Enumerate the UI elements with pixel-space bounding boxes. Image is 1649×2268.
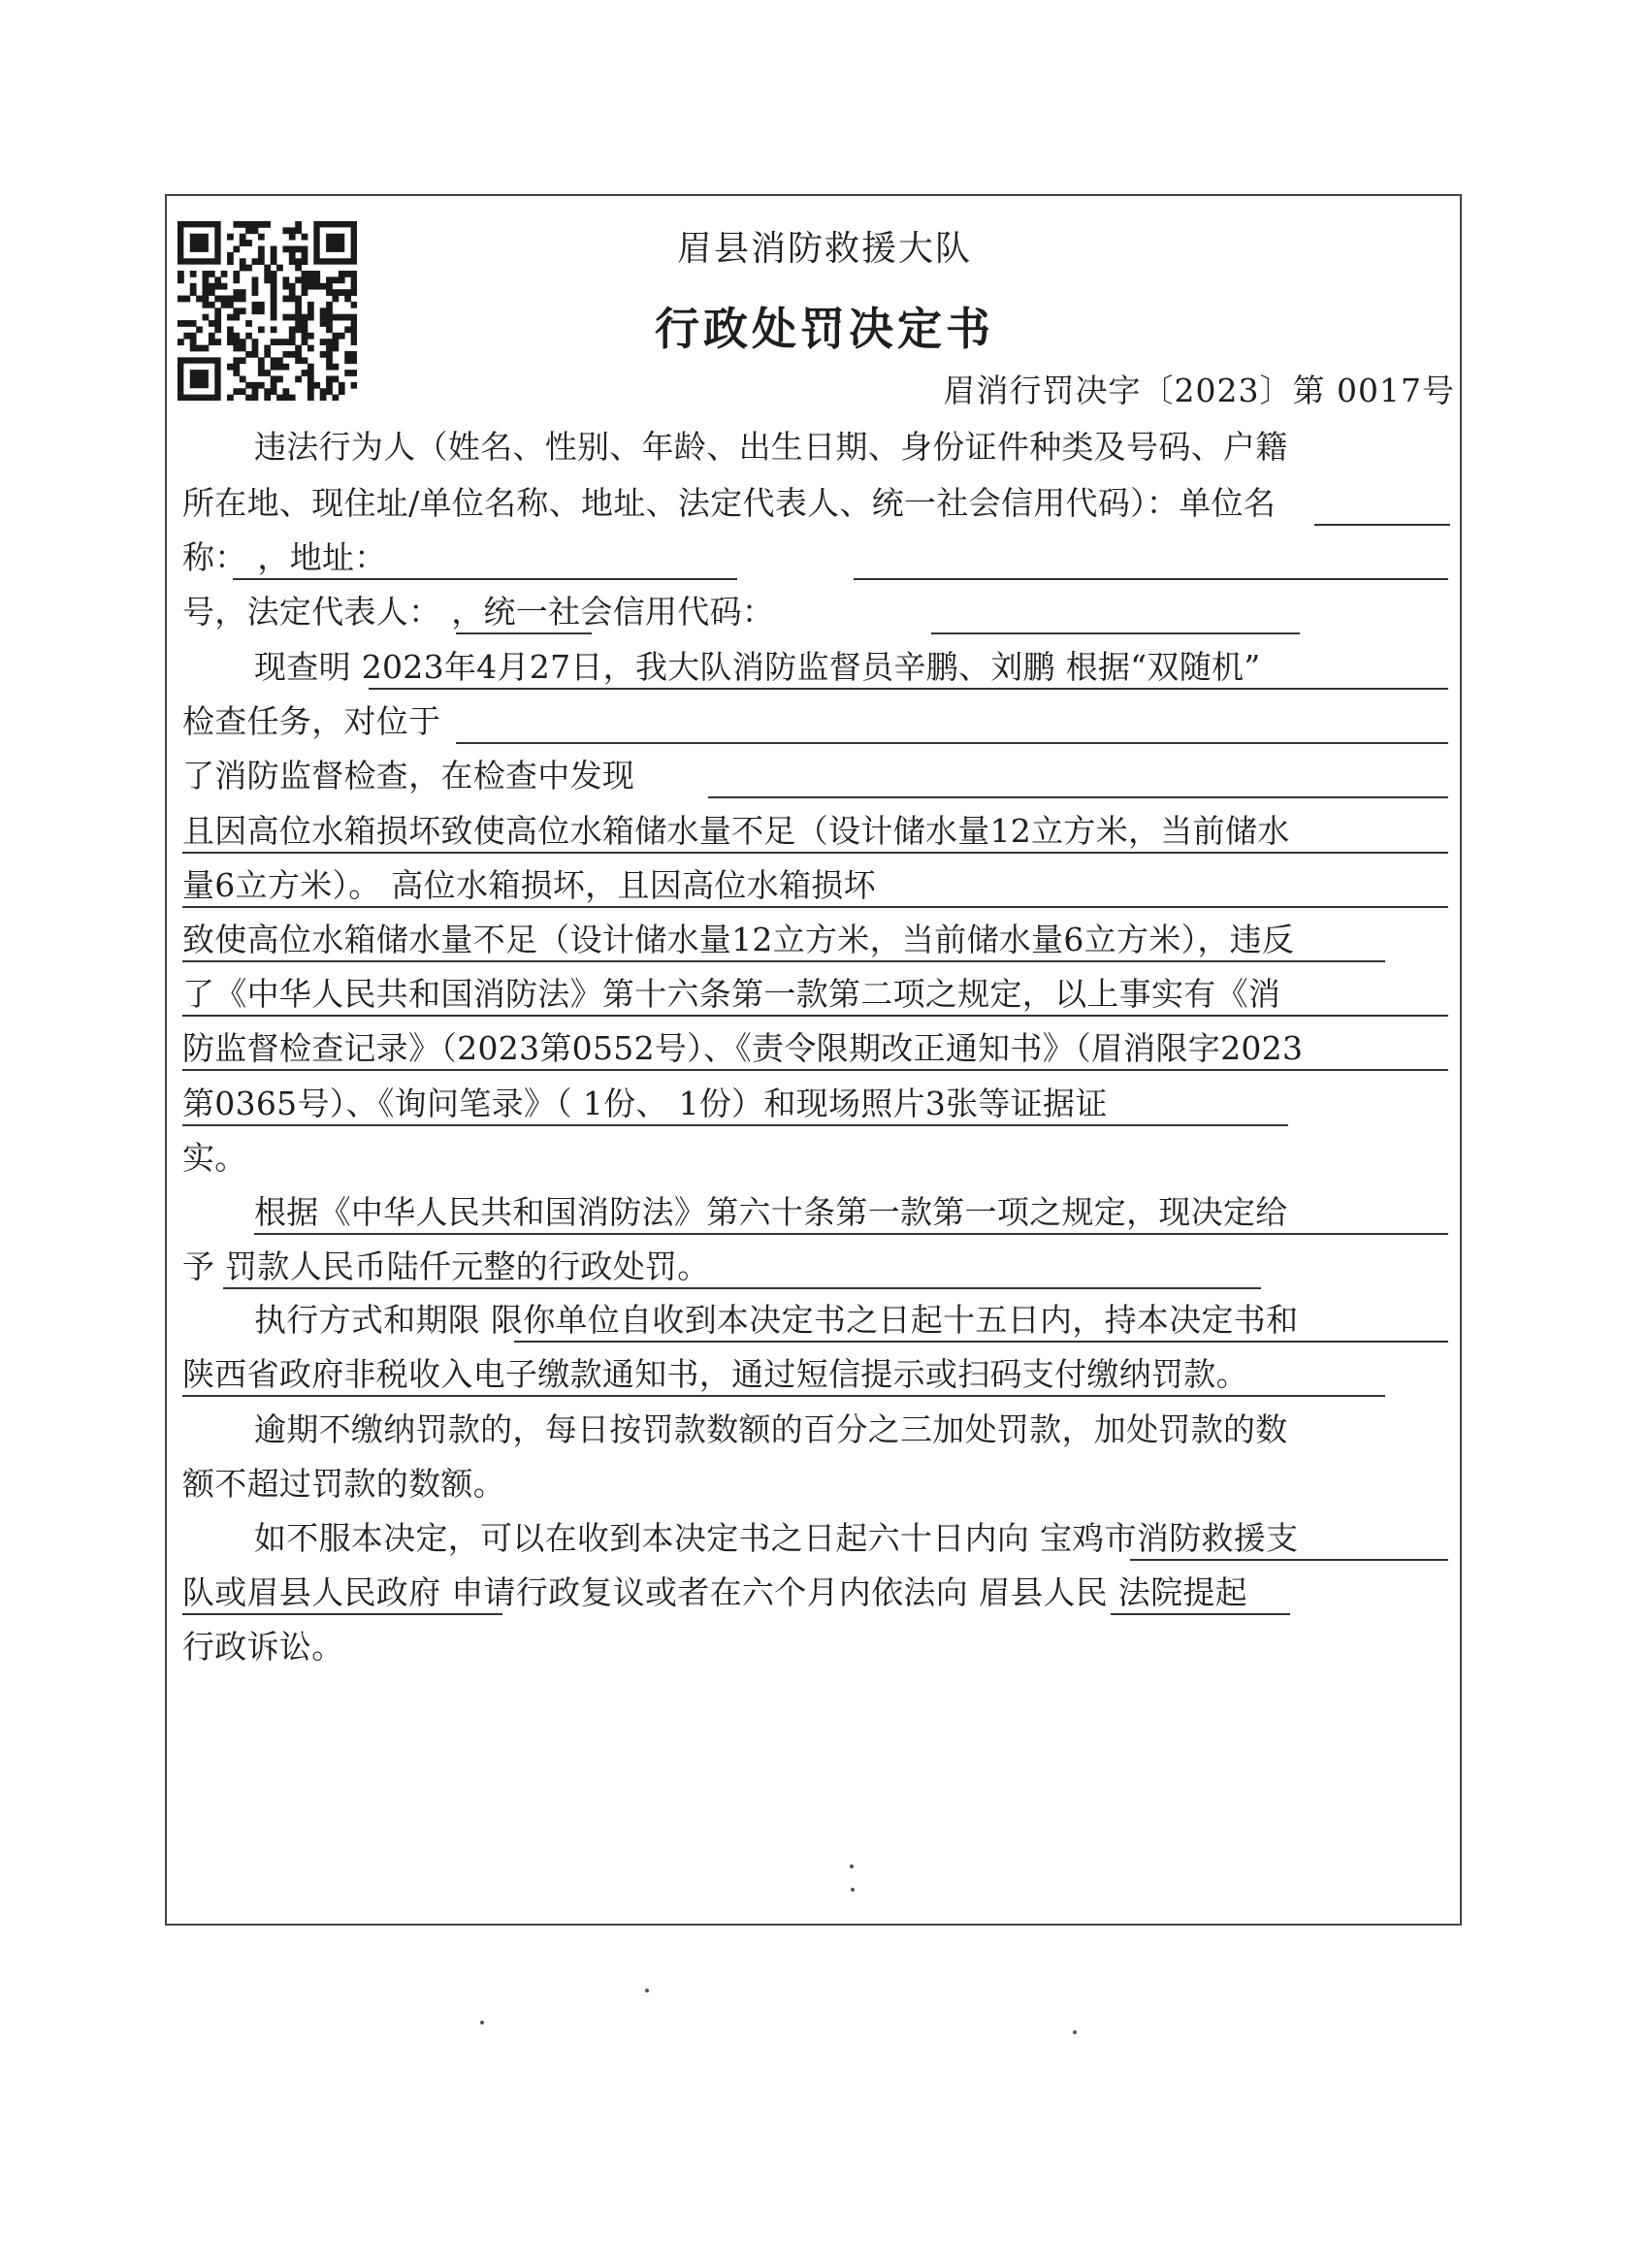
underline xyxy=(369,688,1448,690)
underline xyxy=(1130,1559,1448,1561)
body-line: 了《中华人民共和国消防法》第十六条第一款第二项之规定，以上事实有《消 xyxy=(182,975,1281,1013)
agency-name: 眉县消防救援大队 xyxy=(676,229,972,269)
body-line: 如不服本决定，可以在收到本决定书之日起六十日内向 宝鸡市消防救援支 xyxy=(254,1519,1299,1557)
body-line: 实。 xyxy=(182,1139,247,1177)
body-line: 致使高位水箱储水量不足（设计储水量12立方米，当前储水量6立方米），违反 xyxy=(182,921,1295,958)
underline xyxy=(931,632,1300,634)
body-line: 额不超过罚款的数额。 xyxy=(182,1465,505,1503)
underline xyxy=(182,1395,1385,1397)
body-line: 执行方式和期限 限你单位自收到本决定书之日起十五日内，持本决定书和 xyxy=(254,1301,1299,1339)
body-line: 所在地、现住址/单位名称、地址、法定代表人、统一社会信用代码）：单位名 xyxy=(182,484,1277,522)
underline xyxy=(233,578,737,580)
scan-speck xyxy=(1073,2030,1077,2034)
body-line: 号，法定代表人： ，统一社会信用代码： xyxy=(182,593,775,631)
body-line: 量6立方米）。 高位水箱损坏，且因高位水箱损坏 xyxy=(182,866,876,904)
underline xyxy=(182,1613,502,1615)
body-line: 予 罚款人民币陆仟元整的行政处罚。 xyxy=(182,1247,710,1285)
body-line: 了消防监督检查，在检查中发现 xyxy=(182,757,635,794)
underline xyxy=(182,906,1448,908)
body-line: 队或眉县人民政府 申请行政复议或者在六个月内依法向 眉县人民 法院提起 xyxy=(182,1573,1247,1611)
underline xyxy=(182,852,1448,854)
body-line: 行政诉讼。 xyxy=(182,1628,344,1666)
scan-speck xyxy=(645,1989,649,1993)
underline xyxy=(182,1015,1448,1017)
underline xyxy=(182,1069,1448,1071)
underline xyxy=(223,1287,1261,1289)
underline xyxy=(182,960,1385,962)
body-line: 第0365号）、《询问笔录》（ 1份、 1份）和现场照片3张等证据证 xyxy=(182,1085,1108,1122)
underline xyxy=(456,742,1448,744)
body-line: 根据《中华人民共和国消防法》第六十条第一款第一项之规定，现决定给 xyxy=(254,1193,1288,1231)
underline xyxy=(514,1341,1448,1343)
underline xyxy=(456,632,592,634)
body-line: 且因高位水箱损坏致使高位水箱储水量不足（设计储水量12立方米，当前储水 xyxy=(182,812,1290,850)
body-line: 陕西省政府非税收入电子缴款通知书，通过短信提示或扫码支付缴纳罚款。 xyxy=(182,1355,1248,1393)
underline xyxy=(1111,1613,1290,1615)
body-line: 检查任务，对位于 xyxy=(182,702,441,740)
scan-speck xyxy=(851,1888,855,1892)
underline xyxy=(254,1233,1448,1235)
body-line: 现查明 2023年4月27日，我大队消防监督员辛鹏、刘鹏 根据“双随机” xyxy=(254,648,1261,686)
underline xyxy=(708,796,1448,798)
body-line: 防监督检查记录》（2023第0552号）、《责令限期改正通知书》（眉消限字2023 xyxy=(182,1029,1304,1067)
underline xyxy=(854,578,1448,580)
scan-speck xyxy=(850,1864,854,1868)
body-line: 称： ，地址： xyxy=(182,538,387,576)
scan-speck xyxy=(480,2021,484,2025)
body-line: 逾期不缴纳罚款的，每日按罚款数额的百分之三加处罚款，加处罚款的数 xyxy=(254,1410,1288,1448)
body-line: 违法行为人（姓名、性别、年龄、出生日期、身份证件种类及号码、户籍 xyxy=(254,428,1288,466)
underline xyxy=(1314,524,1450,526)
underline xyxy=(182,1124,1288,1126)
document-number: 眉消行罚决字〔2023〕第 0017号 xyxy=(943,372,1455,409)
qr-code-icon xyxy=(178,221,357,401)
document-title: 行政处罚决定书 xyxy=(655,303,994,355)
